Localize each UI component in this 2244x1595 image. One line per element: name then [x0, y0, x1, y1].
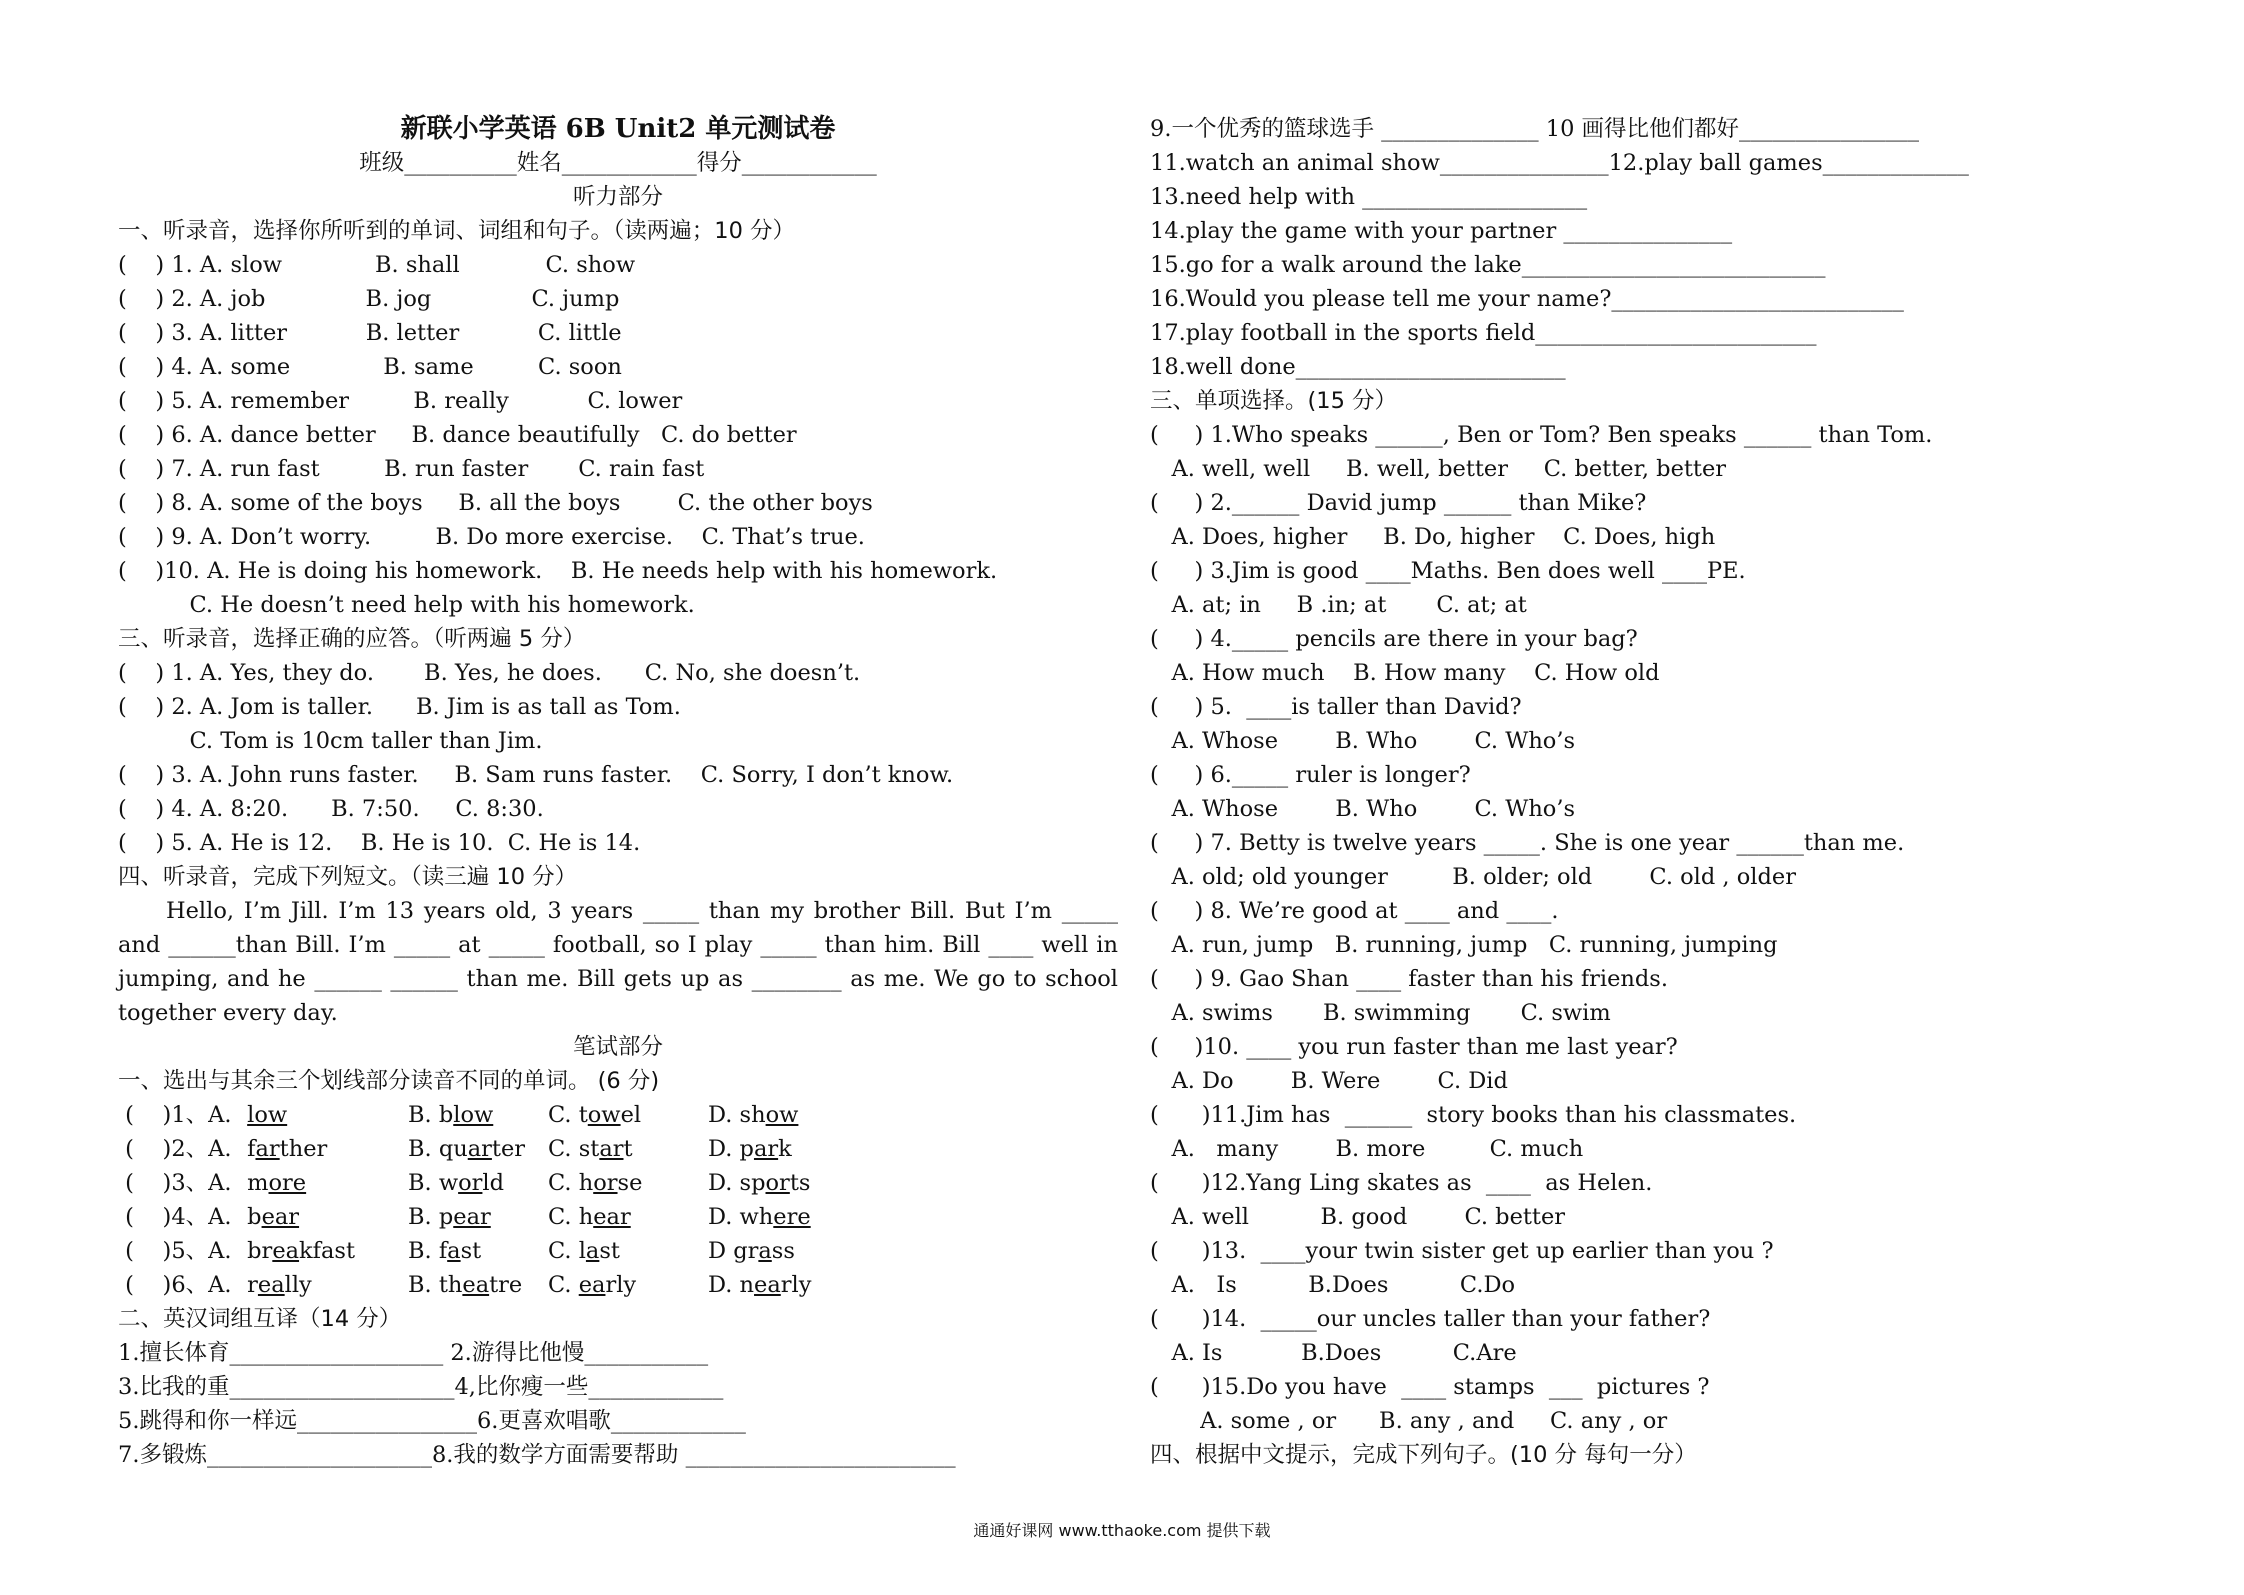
- footer-credit: 通通好课网 www.tthaoke.com 提供下载: [973, 1521, 1271, 1540]
- mc-question: ( ) 7. Betty is twelve years _____. She is one year ______than me.: [1150, 830, 1905, 856]
- option-text: C. t: [548, 1102, 588, 1128]
- underlined-letters: ar: [255, 1136, 280, 1162]
- underlined-letters: ear: [261, 1204, 300, 1230]
- mc-question: ( ) 5. ____is taller than David?: [1150, 694, 1522, 720]
- option-text: lly: [284, 1272, 312, 1298]
- mc-question: ( ) 9. Gao Shan ____ faster than his friends.: [1150, 966, 1669, 992]
- option-text: t: [623, 1136, 633, 1162]
- option-text: st: [599, 1238, 620, 1264]
- mc-question: ( ) 3.Jim is good ____Maths. Ben does well ____PE.: [1150, 558, 1746, 584]
- mc-options: A. well, well B. well, better C. better, better: [1150, 456, 1727, 482]
- mc-question: ( ) 2.______ David jump ______ than Mike?: [1150, 490, 1647, 516]
- question-line: ( ) 7. A. run fast B. run faster C. rain fast: [118, 456, 705, 482]
- mc-options: A. well B. good C. better: [1150, 1204, 1566, 1230]
- mc-options: A. many B. more C. much: [1150, 1136, 1584, 1162]
- option-text: B. b: [408, 1102, 454, 1128]
- question-line: ( ) 5. A. remember B. really C. lower: [118, 388, 683, 414]
- phonics-list: [118, 1098, 1118, 1302]
- mc-options: A. Is B.Does C.Are: [1150, 1340, 1517, 1366]
- option-text: se: [617, 1170, 643, 1196]
- section-heading: 三、听录音，选择正确的应答。（听两遍 5 分）: [118, 626, 586, 652]
- translation-line: 7.多锻炼____________________8.我的数学方面需要帮助 ________________________: [118, 1442, 956, 1468]
- option-text: ld: [482, 1170, 505, 1196]
- phonics-number: ( )6、A.: [118, 1272, 232, 1298]
- mc-options: A. old; old younger B. older; old C. old , older: [1150, 864, 1796, 890]
- translation-line: 14.play the game with your partner _______________: [1150, 218, 1733, 244]
- phonics-row: [118, 1098, 1118, 1132]
- phonics-number: ( )1、A.: [118, 1102, 232, 1128]
- listening-heading: 听力部分: [572, 184, 663, 210]
- underlined-letters: a: [585, 1238, 600, 1264]
- question-line: ( ) 3. A. John runs faster. B. Sam runs faster. C. Sorry, I don’t know.: [118, 762, 954, 788]
- mc-options: A. Is B.Does C.Do: [1150, 1272, 1516, 1298]
- phonics-option: [240, 1132, 327, 1166]
- phonics-option: [408, 1166, 504, 1200]
- option-text: ts: [789, 1170, 811, 1196]
- underlined-letters: ore: [268, 1170, 307, 1196]
- option-text: D. wh: [708, 1204, 774, 1230]
- mc-options: A. run, jump B. running, jump C. running, jumping: [1150, 932, 1778, 958]
- mc-question: ( )15.Do you have ____ stamps ___ pictures ?: [1150, 1374, 1710, 1400]
- option-text: tre: [489, 1272, 523, 1298]
- phonics-option: [240, 1166, 306, 1200]
- question-line: C. He doesn’t need help with his homework.: [118, 592, 695, 618]
- option-text: D. sp: [708, 1170, 766, 1196]
- option-text: br: [240, 1238, 273, 1264]
- phonics-option: [548, 1098, 641, 1132]
- phonics-option: [548, 1234, 620, 1268]
- translation-line: 17.play football in the sports field_________________________: [1150, 320, 1817, 346]
- phonics-option: [708, 1268, 811, 1302]
- option-text: B. w: [408, 1170, 459, 1196]
- phonics-option: [708, 1166, 810, 1200]
- translation-line: 11.watch an animal show_______________12.play ball games_____________: [1150, 150, 1969, 176]
- option-text: f: [240, 1136, 256, 1162]
- option-text: C.: [548, 1272, 579, 1298]
- translation-line: 5.跳得和你一样远________________6.更喜欢唱歌____________: [118, 1408, 746, 1434]
- option-text: B. p: [408, 1204, 454, 1230]
- underlined-letters: ar: [599, 1136, 624, 1162]
- option-text: rly: [605, 1272, 637, 1298]
- option-text: C. h: [548, 1204, 594, 1230]
- option-text: D. n: [708, 1272, 755, 1298]
- option-text: D. sh: [708, 1102, 766, 1128]
- section-heading: 一、听录音，选择你所听到的单词、词组和句子。（读两遍；10 分）: [118, 218, 796, 244]
- phonics-number: ( )3、A.: [118, 1170, 232, 1196]
- left-column: [118, 112, 1118, 1472]
- mc-question: ( ) 8. We’re good at ____ and ____.: [1150, 898, 1559, 924]
- translation-line: 15.go for a walk around the lake___________________________: [1150, 252, 1826, 278]
- underlined-letters: low: [453, 1102, 494, 1128]
- phonics-number: ( )5、A.: [118, 1238, 232, 1264]
- phonics-number: ( )4、A.: [118, 1204, 232, 1230]
- page-title: 新联小学英语 6B Unit2 单元测试卷: [400, 114, 836, 144]
- underlined-letters: ar: [753, 1136, 779, 1162]
- underlined-letters: ow: [765, 1102, 799, 1128]
- mc-question: ( ) 4._____ pencils are there in your bag?: [1150, 626, 1638, 652]
- mc-options: A. some , or B. any , and C. any , or: [1150, 1408, 1668, 1434]
- underlined-letters: ea: [257, 1272, 285, 1298]
- underlined-letters: ear: [453, 1204, 491, 1230]
- underlined-letters: ea: [462, 1272, 490, 1298]
- underlined-letters: ea: [272, 1238, 300, 1264]
- option-text: C. st: [548, 1136, 600, 1162]
- question-line: ( )10. A. He is doing his homework. B. He needs help with his homework.: [118, 558, 998, 584]
- question-line: ( ) 1. A. slow B. shall C. show: [118, 252, 636, 278]
- question-line: ( ) 4. A. 8:20. B. 7:50. C. 8:30.: [118, 796, 544, 822]
- phonics-option: [408, 1132, 525, 1166]
- phonics-row: [118, 1132, 1118, 1166]
- phonics-row: [118, 1166, 1118, 1200]
- question-line: ( ) 6. A. dance better B. dance beautifully C. do better: [118, 422, 797, 448]
- option-text: ter: [491, 1136, 526, 1162]
- option-text: B. qu: [408, 1136, 468, 1162]
- underlined-letters: ea: [754, 1272, 781, 1298]
- mc-question: ( )12.Yang Ling skates as ____ as Helen.: [1150, 1170, 1653, 1196]
- question-line: ( ) 2. A. job B. jog C. jump: [118, 286, 620, 312]
- phonics-option: [408, 1098, 493, 1132]
- phonics-option: [408, 1200, 491, 1234]
- phonics-option: [240, 1268, 312, 1302]
- question-line: ( ) 5. A. He is 12. B. He is 10. C. He is 14.: [118, 830, 641, 856]
- mc-question: ( )14. _____our uncles taller than your father?: [1150, 1306, 1711, 1332]
- question-line: ( ) 9. A. Don’t worry. B. Do more exercise. C. That’s true.: [118, 524, 865, 550]
- option-text: rly: [780, 1272, 812, 1298]
- phonics-option: [708, 1200, 811, 1234]
- translation-line: 9.一个优秀的篮球选手 ______________ 10 画得比他们都好________________: [1150, 116, 1920, 142]
- section-heading: 四、根据中文提示，完成下列句子。(10 分 每句一分）: [1150, 1442, 1697, 1468]
- phonics-option: [708, 1234, 795, 1268]
- cloze-passage: Hello, I’m Jill. I’m 13 years old, 3 years _____ than my brother Bill. But I’m _____ and ______than Bill. I’m _____ at _____ football, so I play _____ than him. Bill ____ well in jumping, and he ______ ______ than me. Bill gets up as ________ as me. We go to school together every day.: [118, 898, 1118, 1026]
- underlined-letters: ear: [593, 1204, 631, 1230]
- phonics-row: [118, 1234, 1118, 1268]
- phonics-option: [240, 1200, 299, 1234]
- underlined-letters: ea: [578, 1272, 606, 1298]
- phonics-option: [708, 1098, 798, 1132]
- phonics-option: [240, 1234, 355, 1268]
- writing-heading: 笔试部分: [572, 1034, 663, 1060]
- mc-options: A. Do B. Were C. Did: [1150, 1068, 1508, 1094]
- underlined-letters: or: [593, 1170, 618, 1196]
- phonics-option: [548, 1268, 636, 1302]
- question-line: ( ) 1. A. Yes, they do. B. Yes, he does. C. No, she doesn’t.: [118, 660, 861, 686]
- phonics-option: [548, 1166, 642, 1200]
- underlined-letters: ow: [587, 1102, 621, 1128]
- underlined-letters: a: [447, 1238, 461, 1264]
- phonics-row: [118, 1268, 1118, 1302]
- mc-options: A. Does, higher B. Do, higher C. Does, high: [1150, 524, 1716, 550]
- option-text: el: [620, 1102, 642, 1128]
- section-heading: 四、听录音，完成下列短文。（读三遍 10 分）: [118, 864, 578, 890]
- option-text: B. f: [408, 1238, 448, 1264]
- option-text: D gr: [708, 1238, 759, 1264]
- mc-question: ( ) 1.Who speaks ______, Ben or Tom? Ben speaks ______ than Tom.: [1150, 422, 1933, 448]
- option-text: C. h: [548, 1170, 594, 1196]
- mc-question: ( )11.Jim has ______ story books than his classmates.: [1150, 1102, 1797, 1128]
- option-text: k: [778, 1136, 792, 1162]
- phonics-row: [118, 1200, 1118, 1234]
- question-line: ( ) 3. A. litter B. letter C. little: [118, 320, 622, 346]
- right-column: [1150, 112, 2150, 1472]
- question-line: ( ) 8. A. some of the boys B. all the boys C. the other boys: [118, 490, 873, 516]
- underlined-letters: or: [458, 1170, 483, 1196]
- option-text: r: [240, 1272, 258, 1298]
- mc-options: A. swims B. swimming C. swim: [1150, 1000, 1611, 1026]
- underlined-letters: ar: [467, 1136, 492, 1162]
- question-line: ( ) 4. A. some B. same C. soon: [118, 354, 622, 380]
- section-heading: 三、单项选择。(15 分）: [1150, 388, 1398, 414]
- header-line: 班级__________姓名____________得分____________: [359, 150, 877, 176]
- phonics-option: [708, 1132, 792, 1166]
- section-heading: 二、英汉词组互译（14 分）: [118, 1306, 402, 1332]
- phonics-option: [240, 1098, 287, 1132]
- section-heading: 一、选出与其余三个划线部分读音不同的单词。 (6 分): [118, 1068, 660, 1094]
- mc-question: ( )10. ____ you run faster than me last year?: [1150, 1034, 1678, 1060]
- phonics-option: [408, 1234, 481, 1268]
- phonics-number: ( )2、A.: [118, 1136, 232, 1162]
- option-text: D. p: [708, 1136, 754, 1162]
- option-text: ther: [279, 1136, 328, 1162]
- underlined-letters: or: [765, 1170, 790, 1196]
- translation-line: 1.擅长体育___________________ 2.游得比他慢___________: [118, 1340, 709, 1366]
- translation-line: 13.need help with ____________________: [1150, 184, 1588, 210]
- phonics-option: [548, 1132, 633, 1166]
- mc-question: ( ) 6._____ ruler is longer?: [1150, 762, 1471, 788]
- underlined-letters: ere: [773, 1204, 811, 1230]
- phonics-option: [408, 1268, 522, 1302]
- translation-line: 18.well done________________________: [1150, 354, 1566, 380]
- option-text: kfast: [299, 1238, 356, 1264]
- mc-options: A. Whose B. Who C. Who’s: [1150, 796, 1576, 822]
- option-text: m: [240, 1170, 269, 1196]
- option-text: C. l: [548, 1238, 586, 1264]
- mc-question: ( )13. ____your twin sister get up earlier than you ?: [1150, 1238, 1774, 1264]
- option-text: B. th: [408, 1272, 463, 1298]
- option-text: ss: [771, 1238, 795, 1264]
- mc-options: A. at; in B .in; at C. at; at: [1150, 592, 1527, 618]
- phonics-option: [548, 1200, 631, 1234]
- underlined-letters: low: [247, 1102, 288, 1128]
- translation-line: 3.比我的重____________________4,比你瘦一些____________: [118, 1374, 724, 1400]
- mc-options: A. How much B. How many C. How old: [1150, 660, 1660, 686]
- question-line: ( ) 2. A. Jom is taller. B. Jim is as tall as Tom.: [118, 694, 681, 720]
- translation-line: 16.Would you please tell me your name?__________________________: [1150, 286, 1904, 312]
- mc-options: A. Whose B. Who C. Who’s: [1150, 728, 1576, 754]
- option-text: b: [240, 1204, 262, 1230]
- underlined-letters: a: [758, 1238, 772, 1264]
- option-text: st: [460, 1238, 482, 1264]
- question-line: C. Tom is 10cm taller than Jim.: [118, 728, 543, 754]
